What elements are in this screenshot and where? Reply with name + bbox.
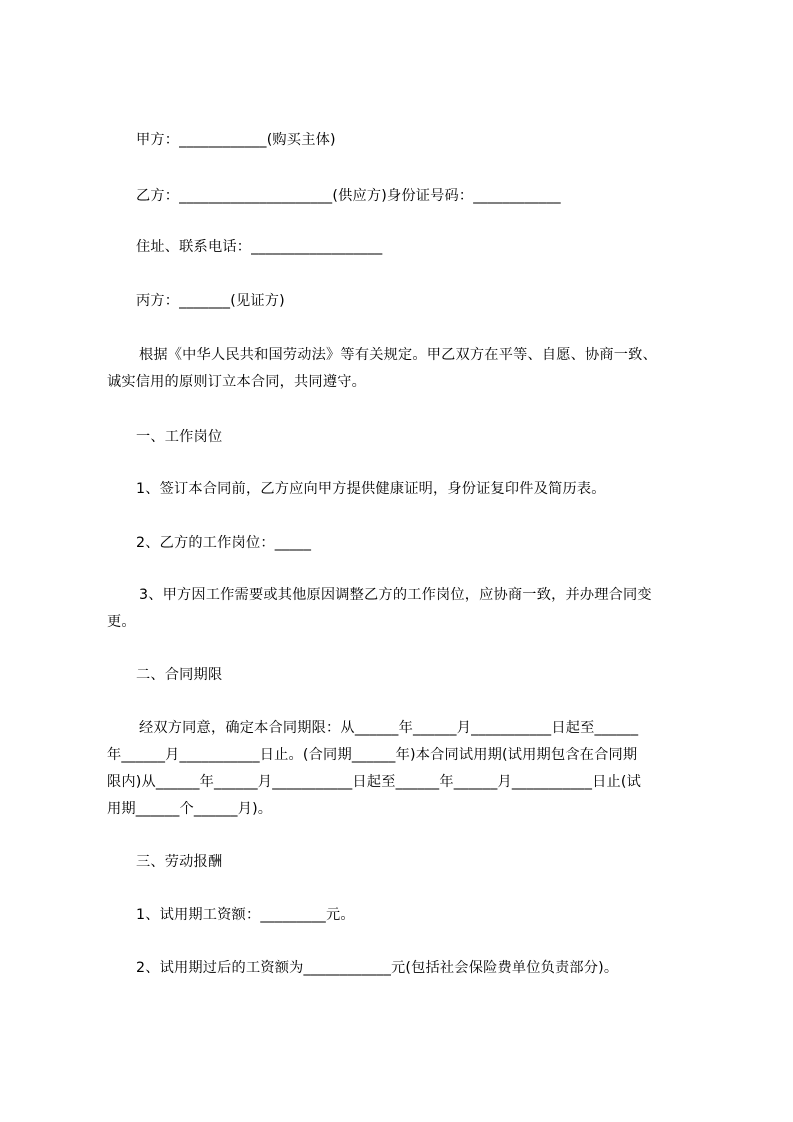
party-a-line: 甲方：____________(购买主体)	[136, 132, 336, 148]
section-1-heading: 一、工作岗位	[136, 429, 223, 445]
address-phone-line: 住址、联系电话：__________________	[136, 239, 383, 255]
party-c-line: 丙方：_______(见证方)	[136, 293, 285, 309]
section-3-heading: 三、劳动报酬	[136, 854, 223, 870]
section-2-line-3: 限内)从______年______月___________日起至______年______月___________日止(试	[107, 774, 642, 790]
preamble-line-2: 诚实信用的原则订立本合同，共同遵守。	[107, 374, 366, 390]
section-1-item-1: 1、签订本合同前，乙方应向甲方提供健康证明，身份证复印件及简历表。	[136, 481, 606, 497]
section-3-item-1: 1、试用期工资额：_________元。	[136, 907, 355, 923]
section-2-line-1: 经双方同意，确定本合同期限：从______年______月___________日起至______	[139, 720, 639, 736]
section-2-heading: 二、合同期限	[136, 667, 223, 683]
section-2-line-2: 年______月___________日止。(合同期______年)本合同试用期(试用期包含在合同期	[107, 747, 638, 763]
party-b-line: 乙方：_____________________(供应方)身份证号码：____________	[136, 188, 561, 204]
section-1-item-3-line-1: 3、甲方因工作需要或其他原因调整乙方的工作岗位，应协商一致，并办理合同变	[139, 587, 652, 603]
section-3-item-2: 2、试用期过后的工资额为____________元(包括社会保险费单位负责部分)。	[136, 960, 619, 976]
section-1-item-2: 2、乙方的工作岗位：_____	[136, 535, 312, 551]
section-2-line-4: 用期______个______月)。	[107, 801, 273, 817]
preamble-line-1: 根据《中华人民共和国劳动法》等有关规定。甲乙双方在平等、自愿、协商一致、	[139, 347, 657, 363]
section-1-item-3-line-2: 更。	[107, 614, 136, 630]
